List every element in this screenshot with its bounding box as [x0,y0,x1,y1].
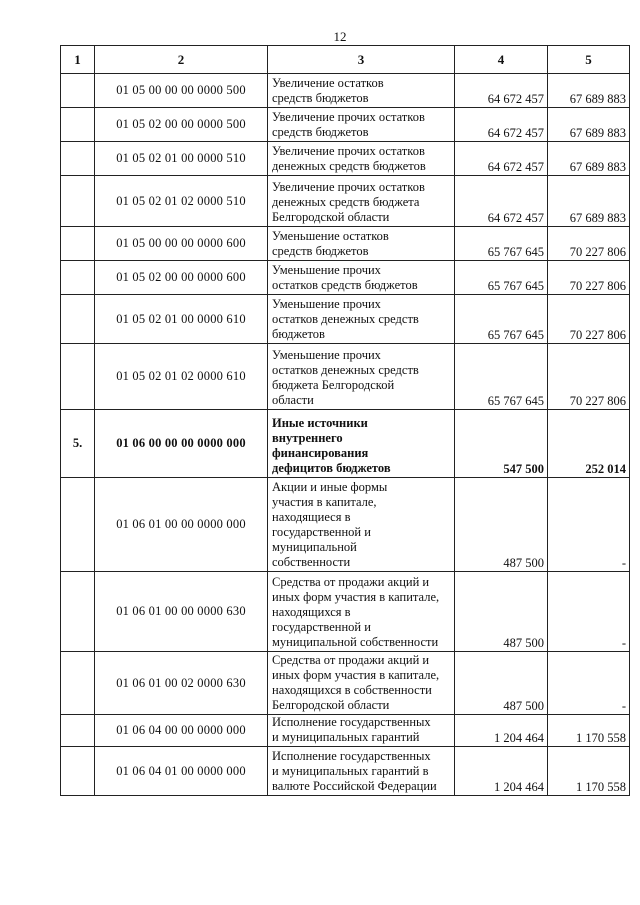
amount-column-5-cell: - [548,572,630,652]
amount-column-4-cell: 1 204 464 [455,715,548,747]
row-number-cell [61,478,95,572]
row-number-cell [61,176,95,227]
budget-code-cell: 01 06 00 00 00 0000 000 [95,410,268,478]
amount-column-4-cell: 547 500 [455,410,548,478]
column-header-1: 1 [61,46,95,74]
amount-column-4-cell: 487 500 [455,478,548,572]
amount-column-4-cell: 487 500 [455,652,548,715]
table-row [61,261,630,295]
row-number-cell [61,747,95,796]
source-name-cell: Увеличение остатков средств бюджетов [268,74,455,108]
amount-column-4-cell: 64 672 457 [455,176,548,227]
source-name-cell: Акции и иные формы участия в капитале, находящиеся в государственной и муниципальной собственности [268,478,455,572]
amount-column-5-cell: 67 689 883 [548,74,630,108]
row-number-cell [61,572,95,652]
amount-column-5-cell: 70 227 806 [548,295,630,344]
source-name-cell: Уменьшение прочих остатков денежных средств бюджетов [268,295,455,344]
budget-code-cell: 01 05 02 00 00 0000 600 [95,261,268,295]
row-number-cell [61,295,95,344]
table-row [61,227,630,261]
amount-column-5-cell: 70 227 806 [548,261,630,295]
row-number-cell [61,142,95,176]
amount-column-5-cell: - [548,478,630,572]
amount-column-4-cell: 1 204 464 [455,747,548,796]
source-name-cell: Увеличение прочих остатков денежных средств бюджетов [268,142,455,176]
budget-code-cell: 01 06 01 00 00 0000 630 [95,572,268,652]
source-name-cell: Исполнение государственных и муниципальных гарантий [268,715,455,747]
column-header-4: 4 [455,46,548,74]
source-name-cell: Увеличение прочих остатков средств бюджетов [268,108,455,142]
budget-sources-table [60,45,630,796]
amount-column-5-cell: 1 170 558 [548,715,630,747]
source-name-cell: Иные источники внутреннего финансирования дефицитов бюджетов [268,410,455,478]
amount-column-5-cell: 70 227 806 [548,344,630,410]
amount-column-4-cell: 65 767 645 [455,261,548,295]
row-number-cell [61,715,95,747]
amount-column-4-cell: 65 767 645 [455,227,548,261]
row-number-cell [61,652,95,715]
table-row [61,344,630,410]
page-number: 12 [333,29,347,44]
source-name-cell: Исполнение государственных и муниципальных гарантий в валюте Российской Федерации [268,747,455,796]
table-row [61,108,630,142]
row-number-cell [61,344,95,410]
table-body [61,74,630,796]
budget-code-cell: 01 06 04 00 00 0000 000 [95,715,268,747]
row-number-cell [61,108,95,142]
budget-code-cell: 01 06 01 00 00 0000 000 [95,478,268,572]
amount-column-5-cell: 67 689 883 [548,142,630,176]
row-number-cell [61,74,95,108]
row-number-cell: 5. [61,410,95,478]
column-header-3: 3 [268,46,455,74]
source-name-cell: Уменьшение прочих остатков денежных средств бюджета Белгородской области [268,344,455,410]
amount-column-5-cell: 1 170 558 [548,747,630,796]
column-header-2: 2 [95,46,268,74]
amount-column-4-cell: 65 767 645 [455,295,548,344]
budget-code-cell: 01 05 00 00 00 0000 500 [95,74,268,108]
amount-column-4-cell: 64 672 457 [455,142,548,176]
amount-column-5-cell: 70 227 806 [548,227,630,261]
source-name-cell: Уменьшение прочих остатков средств бюджетов [268,261,455,295]
source-name-cell: Увеличение прочих остатков денежных средств бюджета Белгородской области [268,176,455,227]
amount-column-5-cell: 67 689 883 [548,176,630,227]
amount-column-4-cell: 487 500 [455,572,548,652]
table-row [61,74,630,108]
budget-code-cell: 01 05 02 01 02 0000 610 [95,344,268,410]
amount-column-4-cell: 65 767 645 [455,344,548,410]
budget-code-cell: 01 05 02 00 00 0000 500 [95,108,268,142]
amount-column-5-cell: 67 689 883 [548,108,630,142]
budget-code-cell: 01 06 01 00 02 0000 630 [95,652,268,715]
table-row [61,747,630,796]
table-row [61,142,630,176]
budget-code-cell: 01 05 02 01 00 0000 610 [95,295,268,344]
row-number-cell [61,227,95,261]
source-name-cell: Средства от продажи акций и иных форм участия в капитале, находящихся в государственной и муниципальной собственности [268,572,455,652]
table-row [61,176,630,227]
source-name-cell: Уменьшение остатков средств бюджетов [268,227,455,261]
budget-code-cell: 01 05 00 00 00 0000 600 [95,227,268,261]
table-row [61,410,630,478]
amount-column-4-cell: 64 672 457 [455,108,548,142]
column-header-5: 5 [548,46,630,74]
amount-column-4-cell: 64 672 457 [455,74,548,108]
source-name-cell: Средства от продажи акций и иных форм участия в капитале, находящихся в собственности Белгородской области [268,652,455,715]
table-row [61,295,630,344]
budget-code-cell: 01 05 02 01 00 0000 510 [95,142,268,176]
amount-column-5-cell: - [548,652,630,715]
table-row [61,652,630,715]
table-row [61,715,630,747]
table-row [61,478,630,572]
amount-column-5-cell: 252 014 [548,410,630,478]
budget-code-cell: 01 05 02 01 02 0000 510 [95,176,268,227]
table-header-row [61,46,630,74]
budget-code-cell: 01 06 04 01 00 0000 000 [95,747,268,796]
row-number-cell [61,261,95,295]
table-row [61,572,630,652]
